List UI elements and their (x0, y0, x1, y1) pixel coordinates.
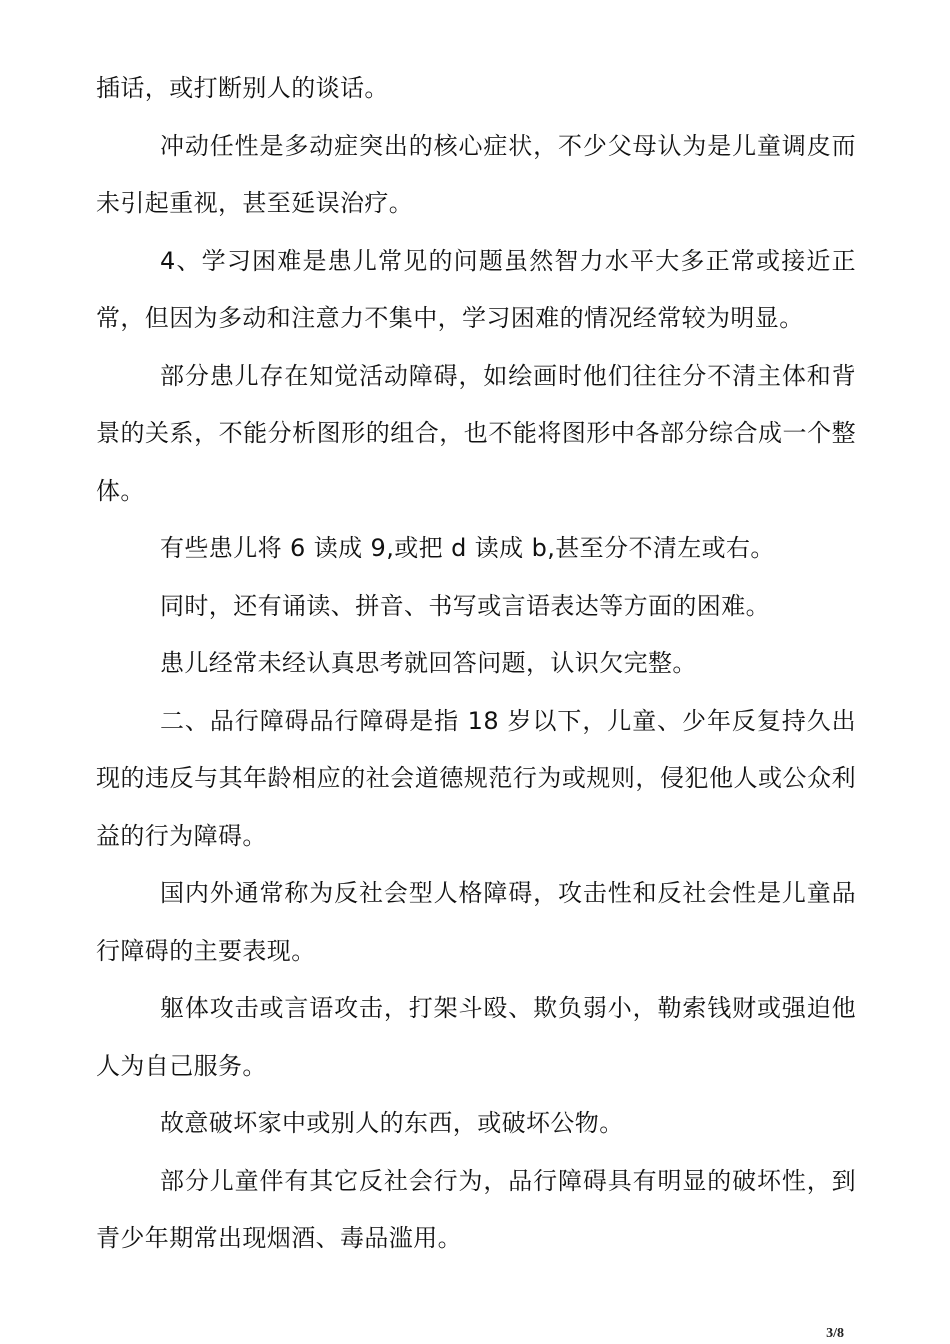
paragraph: 冲动任性是多动症突出的核心症状，不少父母认为是儿童调皮而未引起重视，甚至延误治疗。 (96, 131, 856, 217)
section-heading-paragraph: 二、品行障碍品行障碍是指 18 岁以下，儿童、少年反复持久出现的违反与其年龄相应的社会道德规范行为或规则，侵犯他人或公众利益的行为障碍。 (96, 706, 856, 850)
paragraph: 患儿经常未经认真思考就回答问题，认识欠完整。 (160, 649, 697, 677)
document-body (96, 60, 856, 1268)
paragraph: 部分患儿存在知觉活动障碍，如绘画时他们往往分不清主体和背景的关系，不能分析图形的组合，也不能将图形中各部分综合成一个整体。 (96, 361, 856, 505)
paragraph-continuation: 插话，或打断别人的谈话。 (96, 74, 389, 102)
paragraph: 4、学习困难是患儿常见的问题虽然智力水平大多正常或接近正常，但因为多动和注意力不集中，学习困难的情况经常较为明显。 (96, 246, 856, 332)
page-number: 3/8 (826, 1326, 844, 1341)
paragraph: 有些患儿将 6 读成 9,或把 d 读成 b,甚至分不清左或右。 (160, 534, 775, 562)
paragraph: 躯体攻击或言语攻击，打架斗殴、欺负弱小，勒索钱财或强迫他人为自己服务。 (96, 994, 856, 1080)
paragraph: 国内外通常称为反社会型人格障碍，攻击性和反社会性是儿童品行障碍的主要表现。 (96, 879, 856, 965)
paragraph: 同时，还有诵读、拼音、书写或言语表达等方面的困难。 (160, 591, 770, 620)
paragraph: 部分儿童伴有其它反社会行为，品行障碍具有明显的破坏性，到青少年期常出现烟酒、毒品滥用。 (96, 1166, 856, 1252)
paragraph: 故意破坏家中或别人的东西，或破坏公物。 (160, 1109, 624, 1137)
